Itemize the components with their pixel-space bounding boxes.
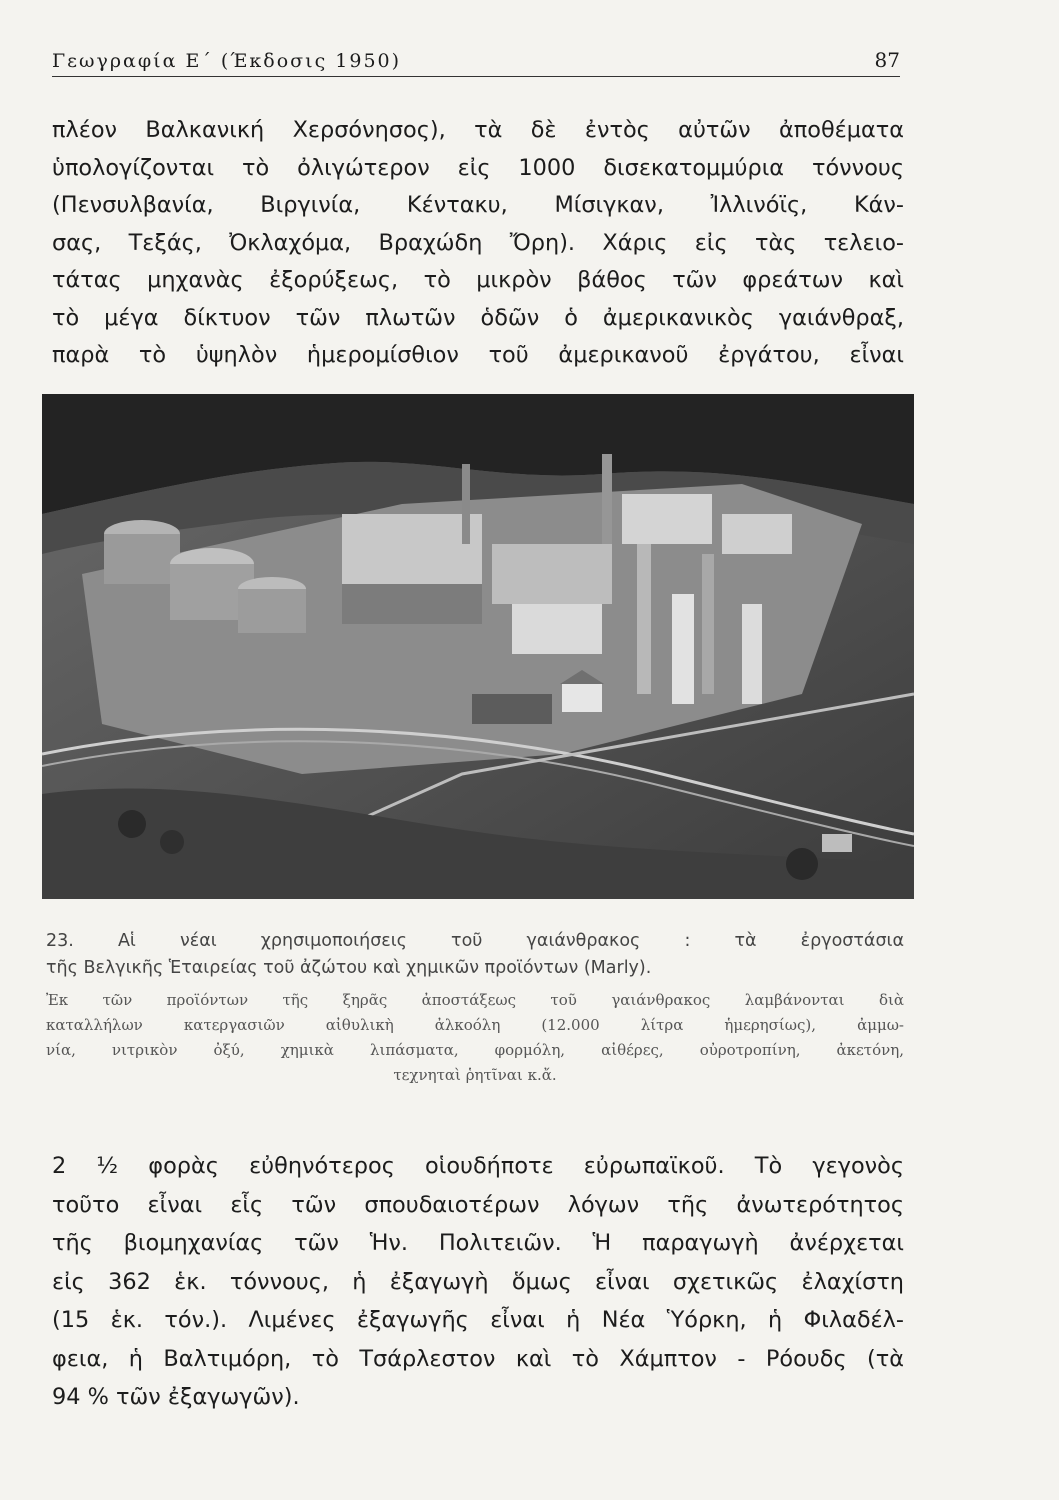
running-header bbox=[52, 46, 900, 77]
text-line: φεια, ἡ Βαλτιμόρη, τὸ Τσάρλεστον καὶ τὸ Χάμπτον - Ρόουδς (τὰ bbox=[52, 1345, 904, 1372]
caption-line: 23. Αἱ νέαι χρησιμοποιήσεις τοῦ γαιάνθρακος : τὰ ἐργοστάσια bbox=[46, 931, 904, 951]
running-title: Γεωγραφία Ε΄ (Έκδοσις 1950) bbox=[52, 50, 402, 72]
page-number: 87 bbox=[874, 48, 900, 72]
description-line: τεχνηταὶ ῥητῖναι κ.ἄ. bbox=[393, 1066, 557, 1084]
text-line: τοῦτο εἶναι εἷς τῶν σπουδαιοτέρων λόγων τῆς ἀνωτερότητος bbox=[52, 1191, 904, 1218]
text-line: ὑπολογίζονται τὸ ὀλιγώτερον εἰς 1000 δισεκατομμύρια τόννους bbox=[52, 154, 904, 181]
text-line: 2 ½ φορὰς εὐθηνότερος οἱουδήποτε εὐρωπαϊκοῦ. Τὸ γεγονὸς bbox=[52, 1153, 904, 1179]
description-line: νία, νιτρικὸν ὀξύ, χημικὰ λιπάσματα, φορμόλη, αἰθέρες, οὐροτροπίνη, ἀκετόνη, bbox=[46, 1041, 904, 1059]
text-line: πλέον Βαλκανική Χερσόνησος), τὰ δὲ ἐντὸς αὐτῶν ἀποθέματα bbox=[52, 117, 904, 143]
text-line: εἰς 362 ἑκ. τόννους, ἡ ἐξαγωγὴ ὅμως εἶναι σχετικῶς ἐλαχίστη bbox=[52, 1268, 904, 1295]
factory-photograph bbox=[42, 394, 914, 899]
text-line: τάτας μηχανὰς ἐξορύξεως, τὸ μικρὸν βάθος τῶν φρεάτων καὶ bbox=[52, 267, 904, 293]
figure-caption bbox=[46, 928, 904, 1088]
bottom-paragraph bbox=[52, 1147, 904, 1417]
text-line: (Πενσυλβανία, Βιργινία, Κέντακυ, Μίσιγκαν, Ἰλλινόϊς, Κάν- bbox=[52, 192, 904, 218]
figure-description bbox=[46, 988, 904, 1088]
description-line: Ἐκ τῶν προϊόντων τῆς ξηρᾶς ἀποστάξεως τοῦ γαιάνθρακος λαμβάνονται διὰ bbox=[46, 991, 904, 1009]
text-line: (15 ἑκ. τόν.). Λιμένες ἐξαγωγῆς εἶναι ἡ Νέα Ὑόρκη, ἡ Φιλαδέλ- bbox=[52, 1307, 904, 1333]
description-line: καταλλήλων κατεργασιῶν αἰθυλικὴ ἀλκοόλη (12.000 λίτρα ἡμερησίως), ἀμμω- bbox=[46, 1016, 904, 1034]
text-line: σας, Τεξάς, Ὀκλαχόμα, Βραχώδη Ὄρη). Χάρις εἰς τὰς τελειο- bbox=[52, 229, 904, 256]
text-line: τῆς βιομηχανίας τῶν Ἡν. Πολιτειῶν. Ἡ παραγωγὴ ἀνέρχεται bbox=[52, 1230, 904, 1256]
text-line: παρὰ τὸ ὑψηλὸν ἡμερομίσθιον τοῦ ἀμερικανοῦ ἐργάτου, εἶναι bbox=[52, 342, 904, 368]
top-paragraph bbox=[52, 112, 904, 375]
text-line: τὸ μέγα δίκτυον τῶν πλωτῶν ὁδῶν ὁ ἀμερικανικὸς γαιάνθραξ, bbox=[52, 304, 904, 331]
text-line: 94 % τῶν ἐξαγωγῶν). bbox=[52, 1384, 300, 1410]
caption-line: τῆς Βελγικῆς Ἑταιρείας τοῦ ἀζώτου καὶ χημικῶν προϊόντων (Marly). bbox=[46, 958, 652, 978]
